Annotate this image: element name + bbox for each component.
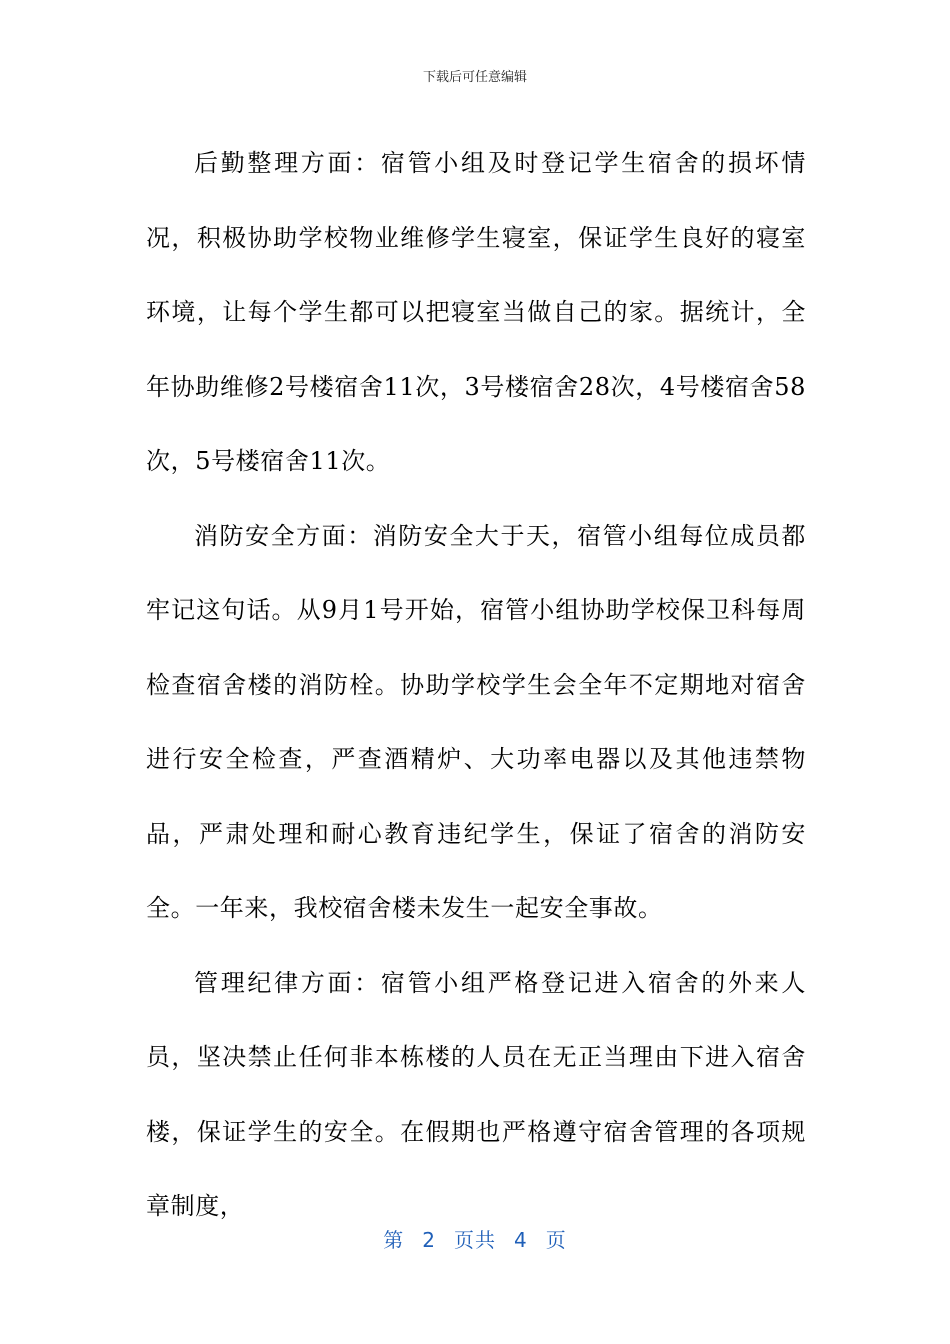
footer-middle: 页共 bbox=[454, 1228, 496, 1252]
header-note: 下载后可任意编辑 bbox=[422, 70, 527, 85]
document-body bbox=[146, 126, 806, 1244]
footer-prefix: 第 bbox=[383, 1228, 405, 1252]
paragraph-fire-safety: 消防安全方面：消防安全大于天，宿管小组每位成员都牢记这句话。从9月1号开始，宿管小组协助学校保卫科每周检查宿舍楼的消防栓。协助学校学生会全年不定期地对宿舍进行安全检查，严查酒精炉、大功率电器以及其他违禁物品，严肃处理和耐心教育违纪学生，保证了宿舍的消防安全。一年来，我校宿舍楼未发生一起安全事故。 bbox=[146, 521, 806, 922]
footer-current-page: 2 bbox=[422, 1228, 436, 1252]
footer-total-pages: 4 bbox=[514, 1228, 528, 1252]
paragraph-discipline: 管理纪律方面：宿管小组严格登记进入宿舍的外来人员，坚决禁止任何非本栋楼的人员在无正当理由下进入宿舍楼，保证学生的安全。在假期也严格遵守宿舍管理的各项规章制度， bbox=[146, 968, 806, 1220]
paragraph-logistics: 后勤整理方面：宿管小组及时登记学生宿舍的损坏情况，积极协助学校物业维修学生寝室，保证学生良好的寝室环境，让每个学生都可以把寝室当做自己的家。据统计，全年协助维修2号楼宿舍11次，3号楼宿舍28次，4号楼宿舍58次，5号楼宿舍11次。 bbox=[146, 149, 806, 475]
page-footer bbox=[0, 1224, 950, 1253]
footer-suffix: 页 bbox=[545, 1228, 567, 1252]
